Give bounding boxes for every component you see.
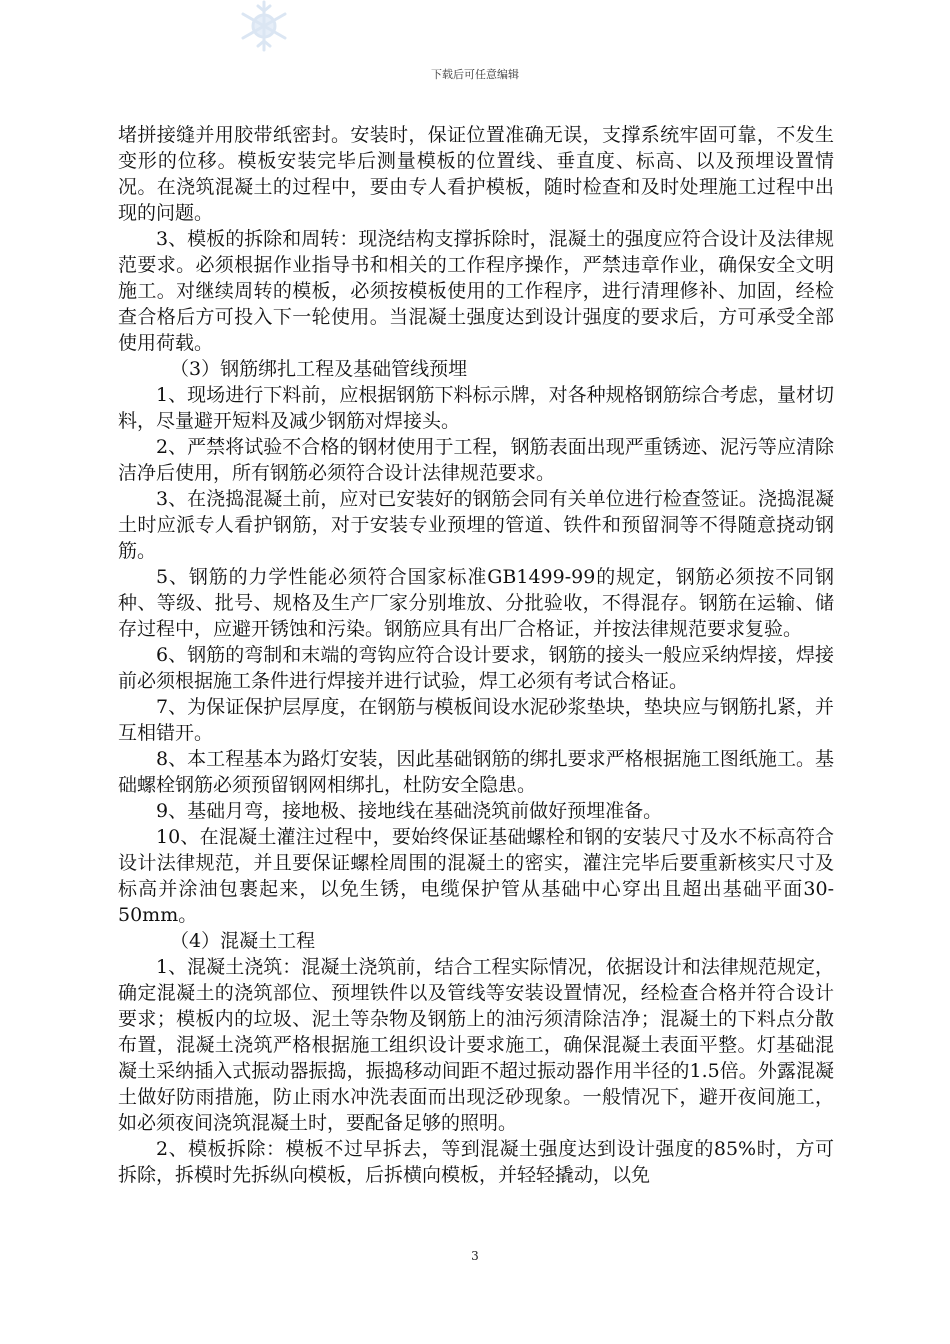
snowflake-watermark-icon xyxy=(232,0,296,56)
paragraph: 6、钢筋的弯制和末端的弯钩应符合设计要求，钢筋的接头一般应采纳焊接，焊接前必须根据施工条件进行焊接并进行试验，焊工必须有考试合格证。 xyxy=(118,644,834,692)
paragraph: 10、在混凝土灌注过程中，要始终保证基础螺栓和钢的安装尺寸及水不标高符合设计法律规范，并且要保证螺栓周围的混凝土的密实，灌注完毕后要重新核实尺寸及标高并涂油包裹起来，以免生锈，电缆保护管从基础中心穿出且超出基础平面30-50mm。 xyxy=(118,826,834,926)
paragraph: 2、严禁将试验不合格的钢材使用于工程，钢筋表面出现严重锈迹、泥污等应清除洁净后使用，所有钢筋必须符合设计法律规范要求。 xyxy=(118,436,834,484)
paragraph: 1、混凝土浇筑：混凝土浇筑前，结合工程实际情况，依据设计和法律规范规定，确定混凝土的浇筑部位、预埋铁件以及管线等安装设置情况，经检查合格并符合设计要求；模板内的垃圾、泥土等杂物及钢筋上的油污须清除洁净；混凝土的下料点分散布置，混凝土浇筑严格根据施工组织设计要求施工，确保混凝土表面平整。灯基础混凝土采纳插入式振动器振捣，振捣移动间距不超过振动器作用半径的1.5倍。外露混凝土做好防雨措施，防止雨水冲洗表面而出现泛砂现象。一般情况下，避开夜间施工，如必须夜间浇筑混凝土时，要配备足够的照明。 xyxy=(118,956,834,1134)
paragraph: 2、模板拆除：模板不过早拆去，等到混凝土强度达到设计强度的85%时，方可拆除，拆模时先拆纵向模板，后拆横向模板，并轻轻撬动，以免 xyxy=(118,1138,834,1186)
paragraph: 3、模板的拆除和周转：现浇结构支撑拆除时，混凝土的强度应符合设计及法律规范要求。必须根据作业指导书和相关的工作程序操作，严禁违章作业，确保安全文明施工。对继续周转的模板，必须按模板使用的工作程序，进行清理修补、加固，经检查合格后方可投入下一轮使用。当混凝土强度达到设计强度的要求后，方可承受全部使用荷载。 xyxy=(118,228,834,354)
section-heading: （4）混凝土工程 xyxy=(170,930,316,952)
paragraph: 5、钢筋的力学性能必须符合国家标准GB1499-99的规定，钢筋必须按不同钢种、等级、批号、规格及生产厂家分别堆放、分批验收，不得混存。钢筋在运输、储存过程中，应避开锈蚀和污染。钢筋应具有出厂合格证，并按法律规范要求复验。 xyxy=(118,566,834,640)
paragraph: 3、在浇捣混凝土前，应对已安装好的钢筋会同有关单位进行检查签证。浇捣混凝土时应派专人看护钢筋，对于安装专业预埋的管道、铁件和预留洞等不得随意挠动钢筋。 xyxy=(118,488,834,562)
page-number: 3 xyxy=(471,1249,479,1263)
paragraph-continuation: 堵拼接缝并用胶带纸密封。安装时，保证位置准确无误，支撑系统牢固可靠，不发生变形的位移。模板安装完毕后测量模板的位置线、垂直度、标高、以及预埋设置情况。在浇筑混凝土的过程中，要由专人看护模板，随时检查和及时处理施工过程中出现的问题。 xyxy=(118,124,834,224)
document-body xyxy=(118,122,834,1188)
paragraph: 8、本工程基本为路灯安装，因此基础钢筋的绑扎要求严格根据施工图纸施工。基础螺栓钢筋必须预留钢网相绑扎，杜防安全隐患。 xyxy=(118,748,834,796)
page-header-text: 下载后可任意编辑 xyxy=(431,68,519,81)
paragraph: 9、基础月弯，接地极、接地线在基础浇筑前做好预埋准备。 xyxy=(156,800,663,822)
paragraph: 7、为保证保护层厚度，在钢筋与模板间设水泥砂浆垫块，垫块应与钢筋扎紧，并互相错开。 xyxy=(118,696,834,744)
section-heading: （3）钢筋绑扎工程及基础管线预埋 xyxy=(170,358,468,380)
paragraph: 1、现场进行下料前，应根据钢筋下料标示牌，对各种规格钢筋综合考虑，量材切料，尽量避开短料及减少钢筋对焊接头。 xyxy=(118,384,834,432)
